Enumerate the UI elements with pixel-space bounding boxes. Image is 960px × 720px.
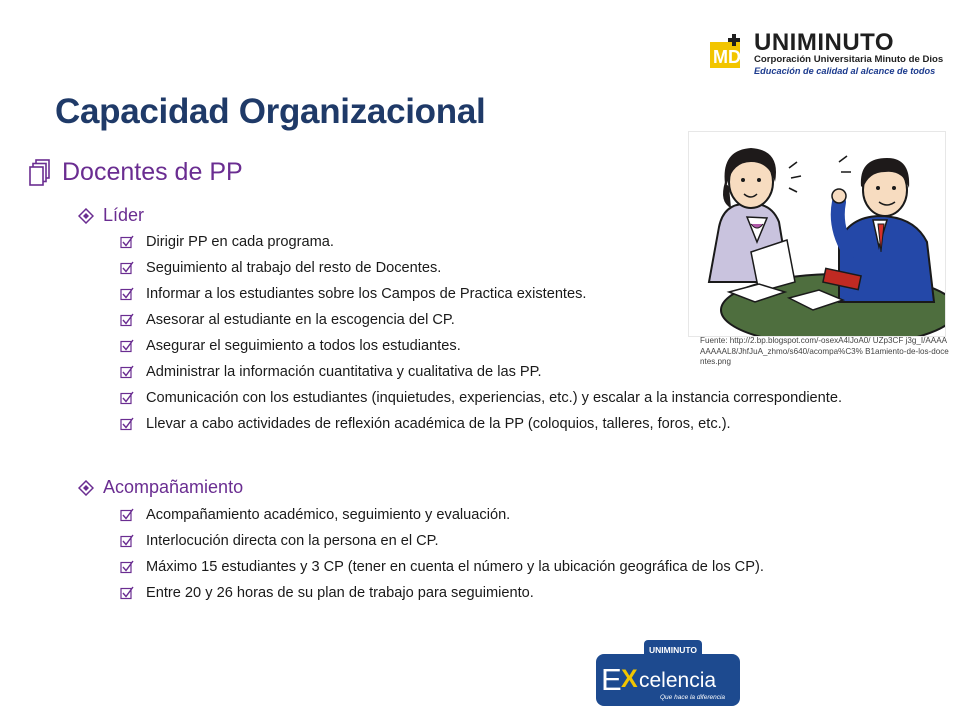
excelencia-letter-x: X bbox=[621, 665, 638, 693]
list-item-text: Acompañamiento académico, seguimiento y evaluación. bbox=[146, 507, 511, 523]
group-heading-text: Acompañamiento bbox=[103, 477, 244, 497]
logo-name: UNIMINUTO bbox=[754, 29, 895, 56]
checkbox-bullet-icon bbox=[120, 586, 134, 600]
excelencia-brand-text: UNIMINUTO bbox=[648, 645, 698, 655]
checkbox-bullet-icon bbox=[120, 339, 134, 353]
checkbox-bullet-icon bbox=[120, 287, 134, 301]
checkbox-bullet-icon bbox=[120, 313, 134, 327]
acompanamiento-list bbox=[120, 505, 926, 609]
group-heading-text: Líder bbox=[103, 205, 145, 225]
list-item-text: Máximo 15 estudiantes y 3 CP (tener en cuenta el número y la ubicación geográfica de los CP). bbox=[146, 559, 764, 575]
excelencia-letter-e: E bbox=[601, 662, 622, 697]
diamond-bullet-icon bbox=[78, 480, 94, 496]
slide-title: Capacidad Organizacional bbox=[55, 92, 486, 131]
list-item-text: Seguimiento al trabajo del resto de Docentes. bbox=[146, 260, 442, 276]
md-logo-icon bbox=[708, 32, 748, 74]
section-heading bbox=[28, 158, 243, 187]
group-heading-acompanamiento bbox=[78, 477, 243, 498]
list-item bbox=[120, 583, 906, 604]
checkbox-bullet-icon bbox=[120, 391, 134, 405]
list-item bbox=[120, 557, 926, 578]
teachers-illustration bbox=[689, 132, 945, 336]
list-item bbox=[120, 362, 706, 383]
list-item-text: Informar a los estudiantes sobre los Campos de Practica existentes. bbox=[146, 286, 587, 302]
checkbox-bullet-icon bbox=[120, 417, 134, 431]
svg-text:MD: MD bbox=[713, 47, 741, 67]
logo-tagline: Educación de calidad al alcance de todos bbox=[754, 66, 936, 76]
illustration-drawing bbox=[689, 132, 945, 336]
list-item bbox=[120, 531, 906, 552]
list-item bbox=[120, 505, 906, 526]
list-item bbox=[120, 284, 686, 305]
list-item-text: Asegurar el seguimiento a todos los estudiantes. bbox=[146, 338, 461, 354]
list-item bbox=[120, 336, 686, 357]
diamond-bullet-icon bbox=[78, 208, 94, 224]
list-item bbox=[120, 232, 666, 253]
stacked-pages-icon bbox=[28, 159, 52, 187]
checkbox-bullet-icon bbox=[120, 560, 134, 574]
checkbox-bullet-icon bbox=[120, 235, 134, 249]
list-item-text: Interlocución directa con la persona en el CP. bbox=[146, 533, 439, 549]
excelencia-word: celencia bbox=[639, 669, 717, 692]
list-item bbox=[120, 258, 666, 279]
list-item-text: Comunicación con los estudiantes (inquietudes, experiencias, etc.) y escalar a la instancia correspondiente. bbox=[146, 390, 843, 406]
uniminuto-logo bbox=[708, 29, 944, 86]
logo-subtitle: Corporación Universitaria Minuto de Dios bbox=[754, 54, 944, 65]
excelencia-badge bbox=[596, 640, 740, 706]
checkbox-bullet-icon bbox=[120, 261, 134, 275]
list-item-text: Dirigir PP en cada programa. bbox=[146, 234, 334, 250]
excelencia-tagline: Que hace la diferencia bbox=[660, 694, 726, 701]
excelencia-logo bbox=[596, 640, 740, 706]
group-heading-lider bbox=[78, 205, 144, 226]
section-title: Docentes de PP bbox=[62, 158, 243, 186]
list-item bbox=[120, 414, 906, 435]
checkbox-bullet-icon bbox=[120, 534, 134, 548]
list-item bbox=[120, 388, 856, 409]
list-item-text: Administrar la información cuantitativa y cualitativa de las PP. bbox=[146, 364, 542, 380]
checkbox-bullet-icon bbox=[120, 365, 134, 379]
list-item bbox=[120, 310, 686, 331]
list-item-text: Asesorar al estudiante en la escogencia del CP. bbox=[146, 312, 455, 328]
list-item-text: Entre 20 y 26 horas de su plan de trabajo para seguimiento. bbox=[146, 585, 534, 601]
image-source-caption: Fuente: http://2.bp.blogspot.com/-osexA4lJoA0/ UZp3CF j3g_I/AAAAAAAAAL8/JhfJuA_zhmo/s640/acompa%C3% B1amiento-de-los-docentes.png bbox=[700, 336, 949, 367]
list-item-text: Llevar a cabo actividades de reflexión académica de la PP (coloquios, talleres, foros, etc.). bbox=[146, 416, 731, 432]
checkbox-bullet-icon bbox=[120, 508, 134, 522]
